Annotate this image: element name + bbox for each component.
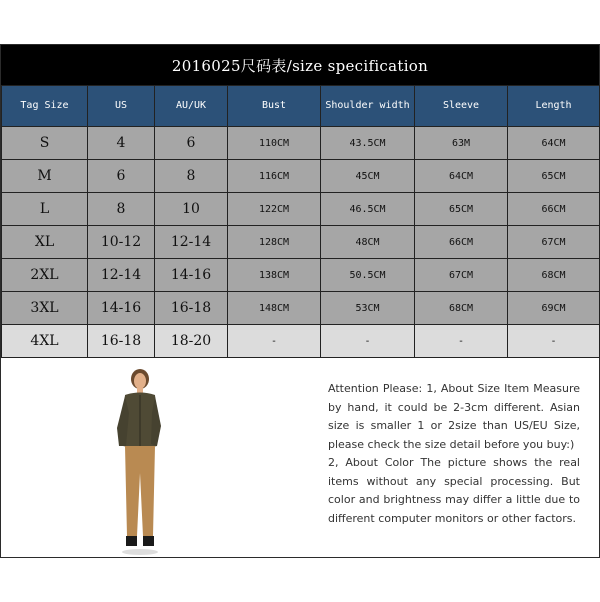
cell-shoulder: 48CM [321,226,415,259]
cell-shoulder: 43.5CM [321,127,415,160]
cell-length: 66CM [508,193,600,226]
table-row [2,259,600,292]
cell-sleeve: 63M [415,127,508,160]
cell-tag: L [2,193,88,226]
size-chart-sheet [0,44,600,558]
note-paragraph-size: Attention Please: 1, About Size Item Measure by hand, it could be 2-3cm different. Asian size is smaller 1 or 2size than US/EU Size, please check the size detail before you buy:) [328,382,580,451]
table-row [2,226,600,259]
header-bust: Bust [228,86,321,127]
cell-sleeve: 68CM [415,292,508,325]
header-us: US [88,86,155,127]
cell-length: 65CM [508,160,600,193]
table-row [2,160,600,193]
cell-length: - [508,325,600,358]
model-photo [109,368,169,558]
cell-bust: 128CM [228,226,321,259]
cell-shoulder: 53CM [321,292,415,325]
cell-shoulder: 46.5CM [321,193,415,226]
cell-sleeve: 66CM [415,226,508,259]
header-shoulder-width: Shoulder width [321,86,415,127]
cell-au-uk: 12-14 [155,226,228,259]
cell-tag: 3XL [2,292,88,325]
cell-us: 4 [88,127,155,160]
cell-sleeve: 64CM [415,160,508,193]
cell-length: 69CM [508,292,600,325]
cell-tag: 2XL [2,259,88,292]
cell-us: 16-18 [88,325,155,358]
info-panel [1,358,599,602]
cell-us: 10-12 [88,226,155,259]
header-row [2,86,600,127]
cell-shoulder: - [321,325,415,358]
cell-bust: 138CM [228,259,321,292]
table-row [2,325,600,358]
cell-sleeve: 65CM [415,193,508,226]
chart-title: 2016025尺码表/size specification [1,45,599,85]
cell-tag: 4XL [2,325,88,358]
table-row [2,127,600,160]
size-table [1,85,600,358]
cell-length: 68CM [508,259,600,292]
cell-us: 12-14 [88,259,155,292]
cell-shoulder: 50.5CM [321,259,415,292]
cell-au-uk: 14-16 [155,259,228,292]
cell-us: 8 [88,193,155,226]
note-paragraph-color: 2, About Color The picture shows the real items without any special processing. But color and brightness may differ a little due to different computer monitors or other factors. [328,456,580,525]
cell-sleeve: 67CM [415,259,508,292]
cell-au-uk: 18-20 [155,325,228,358]
cell-bust: 110CM [228,127,321,160]
cell-tag: XL [2,226,88,259]
cell-shoulder: 45CM [321,160,415,193]
cell-length: 67CM [508,226,600,259]
cell-au-uk: 16-18 [155,292,228,325]
attention-note [328,380,580,528]
cell-bust: 122CM [228,193,321,226]
cell-bust: - [228,325,321,358]
cell-us: 14-16 [88,292,155,325]
cell-bust: 116CM [228,160,321,193]
header-sleeve: Sleeve [415,86,508,127]
cell-length: 64CM [508,127,600,160]
cell-tag: S [2,127,88,160]
cell-us: 6 [88,160,155,193]
cell-au-uk: 10 [155,193,228,226]
header-tag-size: Tag Size [2,86,88,127]
table-row [2,292,600,325]
header-length: Length [508,86,600,127]
cell-au-uk: 6 [155,127,228,160]
cell-tag: M [2,160,88,193]
cell-sleeve: - [415,325,508,358]
cell-bust: 148CM [228,292,321,325]
cell-au-uk: 8 [155,160,228,193]
table-row [2,193,600,226]
header-au-uk: AU/UK [155,86,228,127]
